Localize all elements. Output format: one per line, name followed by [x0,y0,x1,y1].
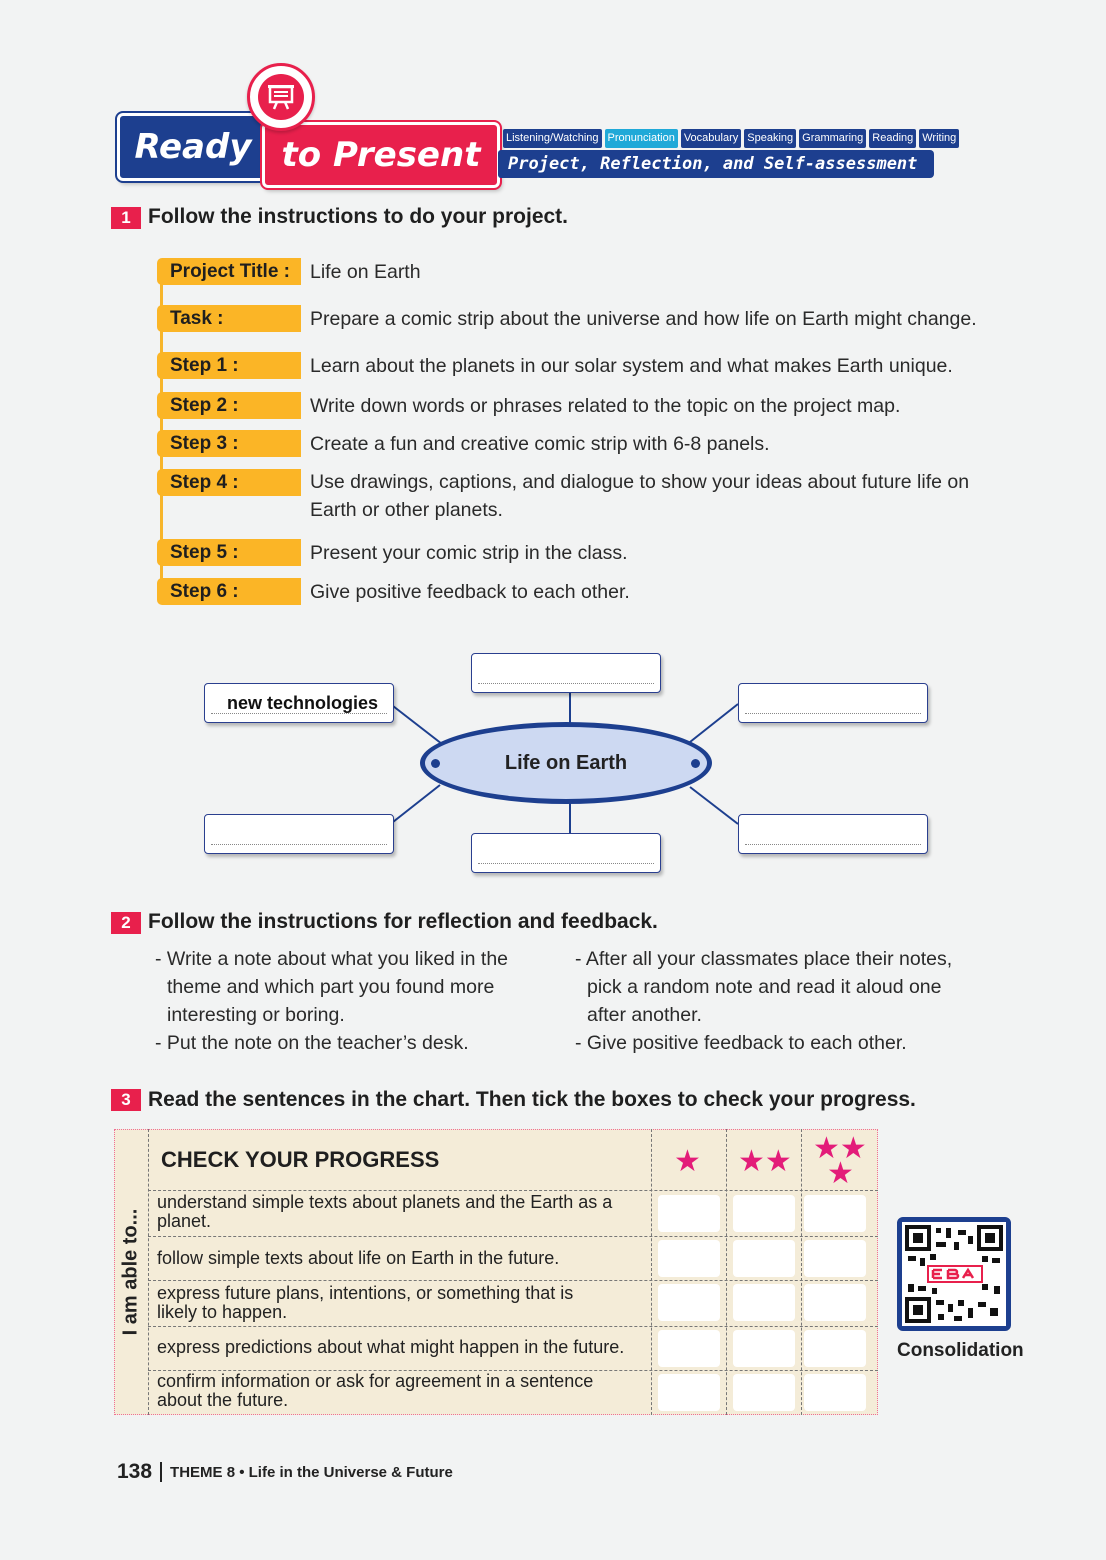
skill-tab-pronunciation: Pronunciation [605,129,678,148]
text-step-1: Learn about the planets in our solar system and what makes Earth unique. [310,355,953,377]
qr-code-icon [902,1222,1006,1326]
reflection-instruction: - Put the note on the teacher’s desk. [155,1032,469,1054]
checkbox-row2-1star[interactable] [658,1240,720,1277]
checkbox-row2-2star[interactable] [733,1240,795,1277]
theme-label: THEME 8 • Life in the Universe & Future [170,1463,453,1481]
mindmap-center [420,722,712,804]
mindmap-box-bottom[interactable] [471,833,661,873]
section-number-3: 3 [111,1089,141,1111]
checkbox-row1-2star[interactable] [733,1195,795,1232]
skill-tab-vocabulary: Vocabulary [681,129,741,148]
side-label: I am able to... [119,1208,142,1336]
three-star-icon: ★★ [813,1132,867,1165]
label-step-3: Step 3 : [157,430,301,457]
text-task: Prepare a comic strip about the universe and how life on Earth might change. [310,308,977,330]
text-project-title: Life on Earth [310,261,421,283]
progress-row-text: follow simple texts about life on Earth in the future. [157,1248,560,1268]
row-divider [148,1190,878,1191]
label-task: Task : [157,305,301,332]
mindmap-box-text: new technologies [227,693,379,713]
section-number-1: 1 [111,207,141,229]
mindmap-box-bottom-left[interactable] [204,814,394,854]
checkbox-row3-1star[interactable] [658,1284,720,1321]
skill-tab-writing: Writing [919,129,959,148]
progress-row-text: confirm information or ask for agreement in a sentence about the future. [157,1371,594,1410]
checkbox-row4-2star[interactable] [733,1330,795,1367]
row-divider [148,1326,878,1327]
checkbox-row5-2star[interactable] [733,1374,795,1411]
section-1-title: Follow the instructions to do your project. [148,205,568,228]
reflection-right-column [571,945,971,1057]
text-step-3: Create a fun and creative comic strip with 6-8 panels. [310,433,770,455]
progress-heading: CHECK YOUR PROGRESS [161,1147,440,1172]
ellipse-dot-right [691,759,700,768]
one-star-icon: ★ [674,1145,701,1178]
text-step-4: Use drawings, captions, and dialogue to show your ideas about future life on Earth or other planets. [310,471,970,521]
text-step-5: Present your comic strip in the class. [310,542,628,564]
subtitle: Project, Reflection, and Self-assessment [508,154,918,174]
checkbox-row1-3star[interactable] [804,1195,866,1232]
text-step-6: Give positive feedback to each other. [310,581,630,603]
row-divider [148,1236,878,1237]
reflection-left-column [151,945,541,1057]
checkbox-row3-3star[interactable] [804,1284,866,1321]
skill-tab-reading: Reading [869,129,916,148]
reflection-instruction: - Write a note about what you liked in the theme and which part you found more interesting or boring. [155,948,509,1026]
page-footer [117,1460,453,1484]
qr-code[interactable] [897,1217,1011,1331]
checkbox-row4-3star[interactable] [804,1330,866,1367]
skill-tab-speaking: Speaking [744,129,796,148]
page-number: 138 [117,1460,153,1483]
progress-row-text: understand simple texts about planets and the Earth as a planet. [157,1192,613,1231]
section-number-2: 2 [111,912,141,934]
ellipse-dot-left [431,759,440,768]
label-step-4: Step 4 : [157,469,301,496]
section-2-title: Follow the instructions for reflection and feedback. [148,910,658,933]
to-present-title: to Present [281,135,481,175]
checkbox-row2-3star[interactable] [804,1240,866,1277]
mindmap-center-label: Life on Earth [504,751,628,774]
column-divider [801,1129,802,1415]
mindmap-box-top-right[interactable] [738,683,928,723]
text-step-2: Write down words or phrases related to the topic on the project map. [310,395,901,417]
progress-row-text: express future plans, intentions, or something that is likely to happen. [157,1283,574,1322]
mindmap-box-bottom-right[interactable] [738,814,928,854]
reflection-instruction: - Give positive feedback to each other. [575,1032,907,1054]
checkbox-row3-2star[interactable] [733,1284,795,1321]
ready-title: Ready [134,127,252,167]
footer-divider [160,1462,162,1482]
mindmap-box-top-left[interactable] [204,683,394,723]
checkbox-row4-1star[interactable] [658,1330,720,1367]
checkbox-row5-3star[interactable] [804,1374,866,1411]
label-project-title: Project Title : [157,258,301,285]
label-step-2: Step 2 : [157,392,301,419]
section-3-title: Read the sentences in the chart. Then tick the boxes to check your progress. [148,1088,916,1111]
row-divider [148,1280,878,1281]
two-star-icon: ★★ [738,1145,792,1178]
progress-row-text: express predictions about what might happen in the future. [157,1337,625,1357]
checkbox-row1-1star[interactable] [658,1195,720,1232]
reflection-instruction: - After all your classmates place their notes, pick a random note and read it aloud one after another. [575,948,953,1026]
label-step-6: Step 6 : [157,578,301,605]
checkbox-row5-1star[interactable] [658,1374,720,1411]
column-divider [726,1129,727,1415]
mindmap-box-top[interactable] [471,653,661,693]
qr-label: Consolidation [897,1340,1024,1361]
label-step-5: Step 5 : [157,539,301,566]
skill-tab-listening-watching: Listening/Watching [503,129,602,148]
label-step-1: Step 1 : [157,352,301,379]
column-divider [651,1129,652,1415]
skill-tab-grammaring: Grammaring [799,129,866,148]
three-star-icon-bottom: ★ [827,1157,854,1190]
